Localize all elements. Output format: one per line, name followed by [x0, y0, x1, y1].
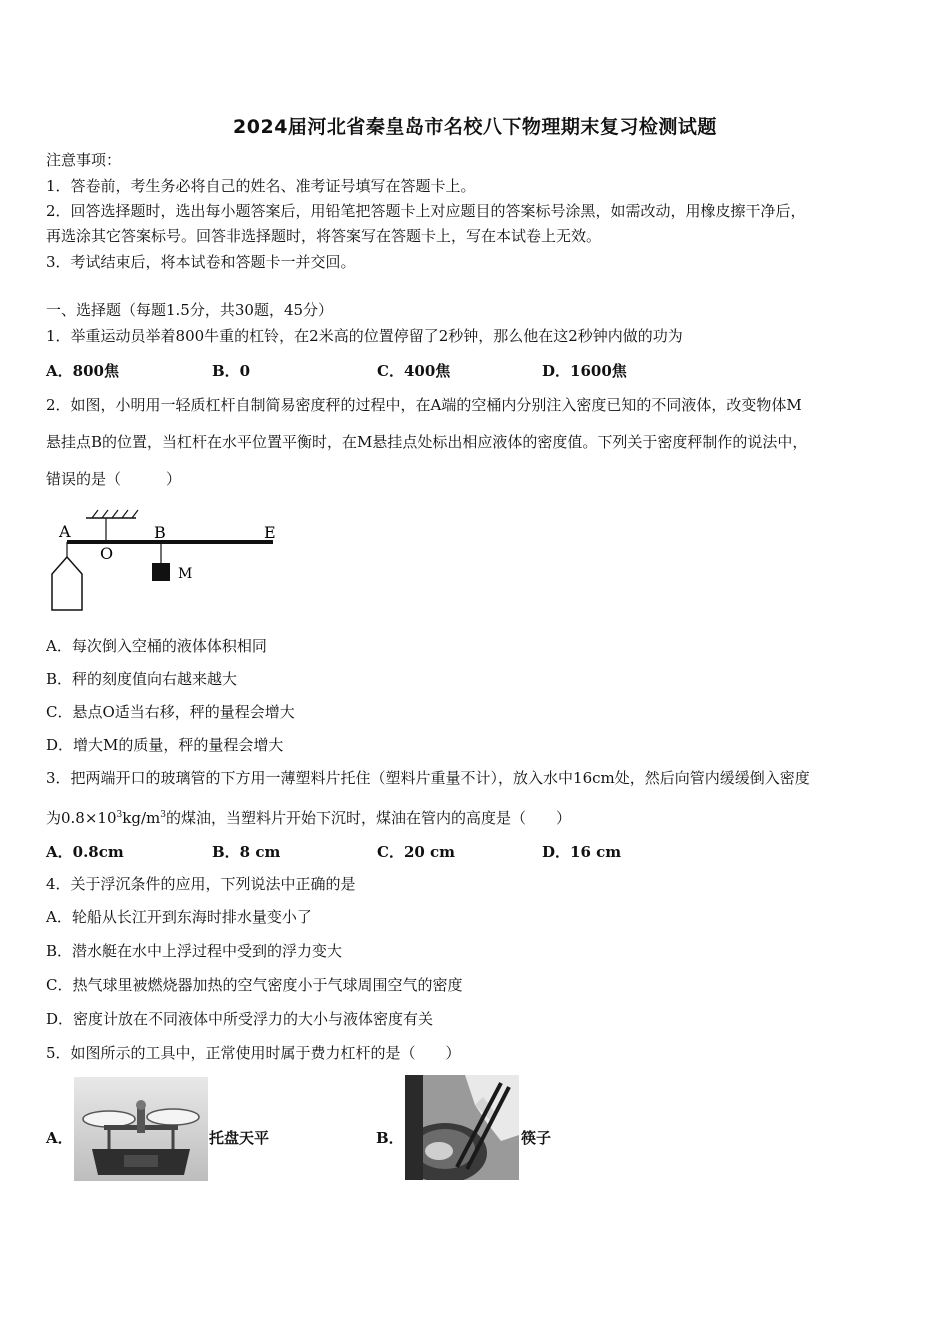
q5-stem: 5．如图所示的工具中，正常使用时属于费力杠杆的是（ ） [46, 1044, 461, 1062]
q3-stem-2-mid: kg/m [122, 809, 161, 827]
q2-option-d: D．增大M的质量，秤的量程会增大 [46, 736, 284, 754]
q4-option-b: B．潜水艇在水中上浮过程中受到的浮力变大 [46, 942, 343, 960]
page-title: 2024届河北省秦皇岛市名校八下物理期末复习检测试题 [233, 116, 717, 138]
q1-option-c: C．400焦 [377, 362, 451, 380]
q5-option-b-text: 筷子 [521, 1129, 552, 1147]
label-m: M [178, 566, 193, 582]
q2-stem-2: 悬挂点B的位置，当杠杆在水平位置平衡时，在M悬挂点处标出相应液体的密度值。下列关于密度秤制作的说法中， [46, 433, 808, 451]
q4-option-d: D．密度计放在不同液体中所受浮力的大小与液体密度有关 [46, 1010, 434, 1028]
q5-option-a-text: 托盘天平 [209, 1129, 270, 1147]
q1-option-d: D．1600焦 [542, 362, 627, 380]
notice-item-2a: 2．回答选择题时，选出每小题答案后，用铅笔把答题卡上对应题目的答案标号涂黑，如需改动，用橡皮擦干净后， [46, 202, 806, 220]
q2-option-a: A．每次倒入空桶的液体体积相同 [46, 637, 267, 655]
notice-item-3: 3．考试结束后，将本试卷和答题卡一并交回。 [46, 253, 356, 271]
q3-option-b: B．8 cm [212, 843, 281, 861]
q3-sup-1: 3 [116, 810, 123, 820]
q2-stem-3: 错误的是（ ） [46, 470, 182, 488]
q2-option-c: C．悬点O适当右移，秤的量程会增大 [46, 703, 295, 721]
q1-option-a: A．800焦 [46, 362, 119, 380]
q3-option-c: C．20 cm [377, 843, 456, 861]
q4-option-a: A．轮船从长江开到东海时排水量变小了 [46, 908, 312, 926]
q1-option-b: B．0 [212, 362, 251, 380]
q3-stem-1: 3．把两端开口的玻璃管的下方用一薄塑料片托住（塑料片重量不计），放入水中16cm处，然后向管内缓缓倒入密度 [46, 769, 810, 787]
q3-stem-2-post: 的煤油，当塑料片开始下沉时，煤油在管内的高度是（ ） [165, 809, 571, 827]
q3-option-d: D．16 cm [542, 843, 622, 861]
q4-option-c: C．热气球里被燃烧器加热的空气密度小于气球周围空气的密度 [46, 976, 463, 994]
q5-option-a-label: A． [46, 1129, 73, 1147]
q3-stem-2-pre: 为0.8×10 [46, 809, 117, 827]
label-o: O [100, 544, 114, 563]
q1-stem: 1．举重运动员举着800牛重的杠铃，在2米高的位置停留了2秒钟，那么他在这2秒钟内做的功为 [46, 327, 683, 345]
notice-item-1: 1．答卷前，考生务必将自己的姓名、准考证号填写在答题卡上。 [46, 177, 476, 195]
balance-scale-image [74, 1077, 208, 1181]
q2-option-b: B．秤的刻度值向右越来越大 [46, 670, 238, 688]
notice-heading: 注意事项： [46, 151, 122, 169]
q2-stem-1: 2．如图，小明用一轻质杠杆自制简易密度秤的过程中，在A端的空桶内分别注入密度已知的不同液体，改变物体M [46, 396, 802, 414]
q3-sup-2: 3 [160, 810, 166, 820]
lever-diagram [40, 500, 290, 620]
notice-item-2b: 再选涂其它答案标号。回答非选择题时，将答案写在答题卡上，写在本试卷上无效。 [46, 227, 602, 245]
q4-stem: 4．关于浮沉条件的应用，下列说法中正确的是 [46, 875, 356, 893]
chopsticks-image [405, 1075, 519, 1180]
section-heading: 一、选择题（每题1.5分，共30题，45分） [46, 301, 334, 319]
q5-option-b-label: B． [376, 1129, 404, 1147]
label-e: E [264, 523, 276, 542]
q3-option-a: A．0.8cm [46, 843, 124, 861]
label-a: A [59, 522, 71, 541]
label-b: B [154, 523, 166, 542]
q3-stem-2 [46, 805, 571, 828]
